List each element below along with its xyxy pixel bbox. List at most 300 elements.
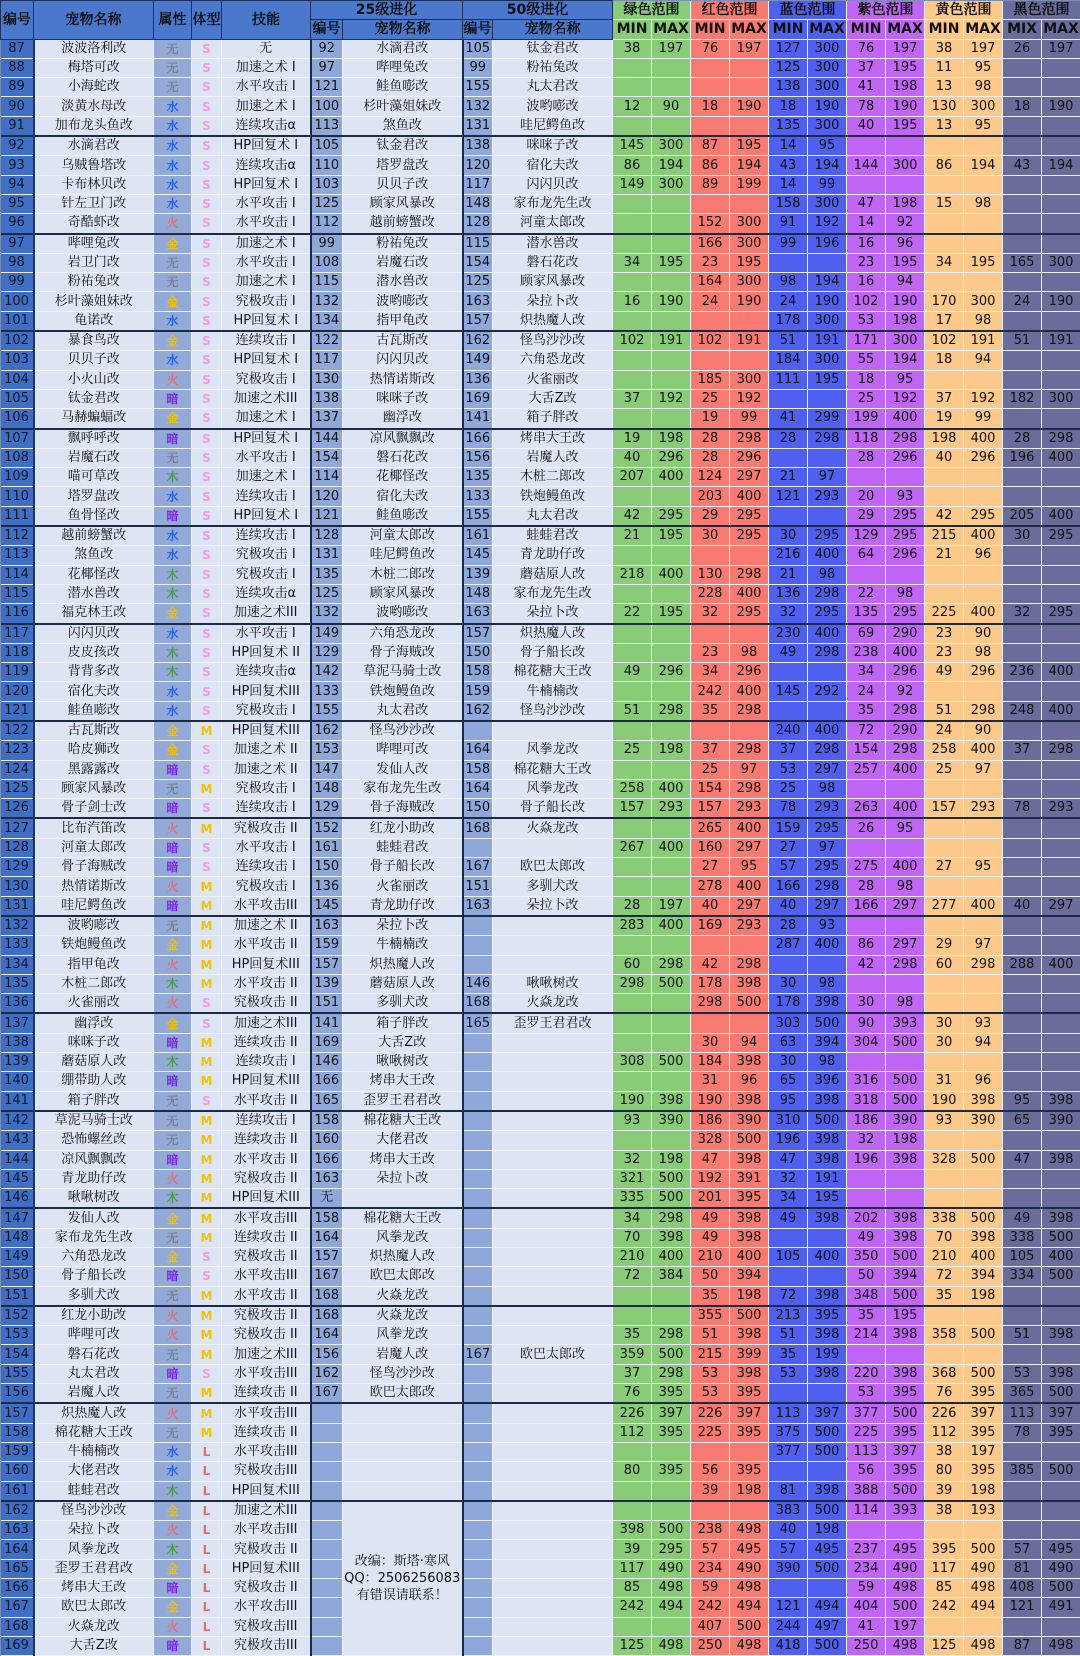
size-m-icon: M [192, 1228, 222, 1247]
pet-skill: 水平攻击 II [222, 936, 311, 955]
size-m-icon: M [192, 936, 222, 955]
black-max [1042, 760, 1080, 779]
evo50-name [493, 1267, 613, 1286]
purple-max [886, 779, 925, 798]
pet-id: 113 [1, 546, 34, 565]
evo50-name: 啾啾树改 [493, 974, 613, 993]
black-min [1003, 916, 1042, 936]
black-max: 300 [1042, 253, 1080, 272]
yellow-max: 99 [964, 409, 1003, 429]
evo50-name: 牛楠楠改 [493, 682, 613, 701]
black-max [1042, 1169, 1080, 1188]
evo25-name: 凉风飘飘改 [343, 429, 463, 449]
yellow-max: 400 [964, 896, 1003, 916]
pet-skill: HP回复术 I [222, 311, 311, 331]
yellow-min: 198 [925, 429, 964, 449]
table-row [1, 604, 1080, 624]
yellow-max: 97 [964, 936, 1003, 955]
black-max: 194 [1042, 156, 1080, 175]
size-s-icon: S [192, 1364, 222, 1383]
pet-skill: 加速之术 I [222, 58, 311, 77]
purple-max: 393 [886, 1501, 925, 1521]
black-min: 40 [1003, 896, 1042, 916]
pet-skill: 水平攻击III [222, 896, 311, 916]
purple-min: 377 [847, 1403, 886, 1423]
green-max: 298 [652, 701, 691, 721]
purple-min: 59 [847, 1579, 886, 1598]
black-max [1042, 273, 1080, 292]
pet-skill: 加速之术III [222, 1501, 311, 1521]
black-max: 400 [1042, 506, 1080, 526]
red-max: 500 [730, 1306, 769, 1326]
table-row [1, 58, 1080, 77]
black-max [1042, 370, 1080, 389]
yellow-min: 358 [925, 1326, 964, 1345]
black-max: 500 [1042, 1228, 1080, 1247]
size-s-icon: S [192, 760, 222, 779]
table-row [1, 156, 1080, 175]
pet-name: 棉花糖大王改 [34, 1423, 154, 1442]
evo50-id [463, 1131, 493, 1150]
red-min: 201 [691, 1189, 730, 1209]
wood-attribute-icon: 木 [154, 1540, 192, 1559]
evo50-id: 146 [463, 974, 493, 993]
pet-skill: 加速之术 II [222, 741, 311, 760]
yellow-max: 500 [964, 1364, 1003, 1383]
yellow-max: 390 [964, 1111, 1003, 1131]
green-max [652, 1013, 691, 1033]
evo50-id [463, 1364, 493, 1383]
size-m-icon: M [192, 1286, 222, 1306]
pet-skill: 加速之术III [222, 604, 311, 624]
pet-name: 鲑鱼嘭改 [34, 701, 154, 721]
table-row [1, 351, 1080, 370]
evo25-id: 160 [311, 1131, 343, 1150]
evo25-id: 157 [311, 955, 343, 974]
fire-attribute-icon: 火 [154, 1169, 192, 1188]
evo25-name: 鲑鱼嘭改 [343, 506, 463, 526]
red-min: 47 [691, 1150, 730, 1169]
red-max: 494 [730, 1598, 769, 1617]
black-max [1042, 1442, 1080, 1461]
size-m-icon: M [192, 779, 222, 798]
evo25-name: 塔罗盘改 [343, 156, 463, 175]
green-max [652, 370, 691, 389]
blue-max: 292 [808, 682, 847, 701]
pet-id: 105 [1, 389, 34, 408]
size-l-icon: L [192, 1521, 222, 1540]
credit-author: 改编：斯塔·寒风 [343, 1553, 462, 1570]
black-min: 65 [1003, 1111, 1042, 1131]
size-m-icon: M [192, 974, 222, 993]
green-min [613, 858, 652, 877]
evo50-name [493, 1364, 613, 1383]
yellow-min [925, 273, 964, 292]
pet-id: 134 [1, 955, 34, 974]
yellow-max: 394 [964, 1267, 1003, 1286]
red-max: 490 [730, 1559, 769, 1578]
evo25-id: 167 [311, 1384, 343, 1404]
evo25-id [311, 1579, 343, 1598]
water-attribute-icon: 水 [154, 526, 192, 546]
red-max: 296 [730, 448, 769, 467]
evo50-name [493, 1189, 613, 1209]
evo50-name: 怪鸟沙沙改 [493, 701, 613, 721]
blue-min: 34 [769, 1189, 808, 1209]
yellow-max: 197 [964, 1442, 1003, 1461]
pet-id: 110 [1, 487, 34, 506]
black-min: 182 [1003, 389, 1042, 408]
table-row [1, 1501, 1080, 1521]
evo25-id: 158 [311, 1208, 343, 1228]
pet-name: 绷带助人改 [34, 1072, 154, 1091]
blue-min: 32 [769, 604, 808, 624]
none-attribute-icon: 无 [154, 448, 192, 467]
purple-min: 196 [847, 1150, 886, 1169]
evo50-id [463, 1091, 493, 1111]
evo50-id: 164 [463, 779, 493, 798]
evo50-id: 148 [463, 584, 493, 603]
evo25-id: 100 [311, 97, 343, 116]
size-l-icon: L [192, 1501, 222, 1521]
green-max [652, 1481, 691, 1501]
blue-max: 95 [808, 136, 847, 156]
blue-min [769, 253, 808, 272]
evo50-name: 青龙助仔改 [493, 546, 613, 565]
blue-max: 397 [808, 1403, 847, 1423]
green-min: 117 [613, 1559, 652, 1578]
black-max: 400 [1042, 955, 1080, 974]
blue-max: 298 [808, 584, 847, 603]
yellow-max [964, 1345, 1003, 1364]
evo50-name: 六角恐龙改 [493, 351, 613, 370]
green-min: 283 [613, 916, 652, 936]
purple-max: 300 [886, 331, 925, 351]
evo25-id: 112 [311, 214, 343, 234]
yellow-min: 72 [925, 1267, 964, 1286]
purple-min: 55 [847, 351, 886, 370]
black-max: 293 [1042, 799, 1080, 819]
red-min [691, 194, 730, 213]
evo50-id [463, 1501, 493, 1521]
black-min: 121 [1003, 1598, 1042, 1617]
table-row [1, 701, 1080, 721]
pet-id: 157 [1, 1403, 34, 1423]
black-min: 26 [1003, 39, 1042, 58]
green-min [613, 877, 652, 896]
yellow-max: 398 [964, 1228, 1003, 1247]
evo25-id: 145 [311, 896, 343, 916]
size-s-icon: S [192, 409, 222, 429]
evo25-name: 炽热魔人改 [343, 1248, 463, 1267]
pet-skill: 水平攻击 I [222, 253, 311, 272]
red-min [691, 1013, 730, 1033]
green-min: 86 [613, 156, 652, 175]
size-s-icon: S [192, 468, 222, 487]
blue-max: 295 [808, 526, 847, 546]
yellow-min: 190 [925, 1091, 964, 1111]
size-l-icon: L [192, 1636, 222, 1655]
evo25-id: 121 [311, 506, 343, 526]
pet-id: 149 [1, 1248, 34, 1267]
black-max [1042, 1521, 1080, 1540]
size-m-icon: M [192, 1169, 222, 1188]
evo25-id: 141 [311, 1013, 343, 1033]
red-max: 94 [730, 1033, 769, 1052]
black-max [1042, 1481, 1080, 1501]
water-attribute-icon: 水 [154, 311, 192, 331]
blue-min: 136 [769, 584, 808, 603]
black-max [1042, 1189, 1080, 1209]
pet-skill: 加速之术 I [222, 273, 311, 292]
pet-name: 福克林王改 [34, 604, 154, 624]
size-m-icon: M [192, 1053, 222, 1072]
green-max: 90 [652, 97, 691, 116]
evo50-id [463, 1559, 493, 1578]
green-max: 296 [652, 663, 691, 682]
red-max: 96 [730, 1072, 769, 1091]
green-max [652, 1286, 691, 1306]
evo25-name: 蘑菇原人改 [343, 974, 463, 993]
evo25-id: 144 [311, 429, 343, 449]
red-max [730, 116, 769, 136]
red-min [691, 351, 730, 370]
pet-skill: 究极攻击 II [222, 1169, 311, 1188]
table-row [1, 487, 1080, 506]
green-min: 85 [613, 1579, 652, 1598]
green-min [613, 1442, 652, 1461]
size-s-icon: S [192, 701, 222, 721]
red-max: 398 [730, 1326, 769, 1345]
table-row [1, 1559, 1080, 1578]
table-row [1, 234, 1080, 254]
pet-skill: 水平攻击 II [222, 1091, 311, 1111]
yellow-max: 500 [964, 1540, 1003, 1559]
black-min [1003, 116, 1042, 136]
evo50-name [493, 1306, 613, 1326]
evo50-id: 157 [463, 624, 493, 644]
pet-name: 古瓦斯改 [34, 721, 154, 741]
evo25-id: 135 [311, 565, 343, 584]
black-max [1042, 194, 1080, 213]
blue-max: 500 [808, 1013, 847, 1033]
purple-max: 390 [886, 1111, 925, 1131]
purple-max: 394 [886, 1267, 925, 1286]
blue-max: 300 [808, 194, 847, 213]
yellow-max [964, 838, 1003, 857]
evo50-name: 木桩二郎改 [493, 468, 613, 487]
red-max: 296 [730, 663, 769, 682]
pet-id: 161 [1, 1481, 34, 1501]
black-min [1003, 546, 1042, 565]
green-min: 38 [613, 39, 652, 58]
green-min: 80 [613, 1462, 652, 1481]
red-min: 49 [691, 1228, 730, 1247]
evo25-name: 家布龙先生改 [343, 779, 463, 798]
purple-max: 398 [886, 1364, 925, 1383]
purple-max: 195 [886, 1306, 925, 1326]
yellow-max: 400 [964, 429, 1003, 449]
red-max: 395 [730, 1189, 769, 1209]
red-max: 198 [730, 1286, 769, 1306]
pet-skill: 水平攻击 I [222, 838, 311, 857]
purple-min [847, 1053, 886, 1072]
yellow-min [925, 994, 964, 1014]
table-row [1, 1423, 1080, 1442]
purple-min: 28 [847, 877, 886, 896]
pet-id: 140 [1, 1072, 34, 1091]
none-attribute-icon: 无 [154, 779, 192, 798]
evo25-name: 木桩二郎改 [343, 565, 463, 584]
pet-id: 130 [1, 877, 34, 896]
evo50-name: 闪闪贝改 [493, 175, 613, 194]
evo50-id: 132 [463, 97, 493, 116]
green-min: 321 [613, 1169, 652, 1188]
table-row [1, 779, 1080, 798]
evo25-name: 歪罗王君君改 [343, 1091, 463, 1111]
water-attribute-icon: 水 [154, 156, 192, 175]
table-row [1, 78, 1080, 97]
evo50-id [463, 1306, 493, 1326]
purple-min: 49 [847, 1228, 886, 1247]
purple-max: 296 [886, 448, 925, 467]
evo50-name [493, 1091, 613, 1111]
evo25-id: 134 [311, 311, 343, 331]
yellow-max [964, 916, 1003, 936]
evo50-id: 163 [463, 896, 493, 916]
pet-id: 114 [1, 565, 34, 584]
red-min: 160 [691, 838, 730, 857]
purple-max: 195 [886, 58, 925, 77]
green-max [652, 682, 691, 701]
pet-id: 93 [1, 156, 34, 175]
evo25-name: 牛楠楠改 [343, 936, 463, 955]
black-max [1042, 584, 1080, 603]
pet-skill: 连续攻击α [222, 156, 311, 175]
yellow-min [925, 1617, 964, 1636]
pet-skill: HP回复术III [222, 721, 311, 741]
green-max [652, 624, 691, 644]
table-row [1, 97, 1080, 116]
red-min: 152 [691, 214, 730, 234]
table-row [1, 546, 1080, 565]
red-max [730, 351, 769, 370]
purple-min: 129 [847, 526, 886, 546]
yellow-min: 210 [925, 1248, 964, 1267]
green-max [652, 234, 691, 254]
yellow-min: 35 [925, 1286, 964, 1306]
blue-min: 121 [769, 487, 808, 506]
pet-skill: 究极攻击 I [222, 370, 311, 389]
green-min: 298 [613, 974, 652, 993]
black-min: 51 [1003, 331, 1042, 351]
red-max: 300 [730, 214, 769, 234]
none-attribute-icon: 无 [154, 1286, 192, 1306]
yellow-max [964, 565, 1003, 584]
red-min [691, 1442, 730, 1461]
table-row [1, 175, 1080, 194]
green-max: 400 [652, 779, 691, 798]
yellow-min: 13 [925, 116, 964, 136]
blue-min: 166 [769, 877, 808, 896]
table-row [1, 39, 1080, 58]
green-max: 198 [652, 741, 691, 760]
blue-min: 310 [769, 1111, 808, 1131]
purple-max: 400 [886, 643, 925, 662]
evo50-name: 粉祐兔改 [493, 58, 613, 77]
header-red-min: MIN [691, 20, 730, 39]
blue-max: 297 [808, 760, 847, 779]
red-max: 198 [730, 1481, 769, 1501]
red-max: 298 [730, 565, 769, 584]
black-min: 57 [1003, 1540, 1042, 1559]
evo50-name [493, 1169, 613, 1188]
purple-min: 304 [847, 1033, 886, 1052]
green-min: 125 [613, 1636, 652, 1655]
red-min: 28 [691, 429, 730, 449]
black-min: 248 [1003, 701, 1042, 721]
red-max: 400 [730, 877, 769, 896]
evo25-name [343, 1462, 463, 1481]
black-min [1003, 1169, 1042, 1188]
none-attribute-icon: 无 [154, 39, 192, 58]
red-min: 25 [691, 389, 730, 408]
black-max [1042, 409, 1080, 429]
size-m-icon: M [192, 1423, 222, 1442]
black-max [1042, 58, 1080, 77]
header-evo25-name: 宠物名称 [343, 20, 463, 39]
yellow-min: 15 [925, 194, 964, 213]
dark-attribute-icon: 暗 [154, 429, 192, 449]
black-max [1042, 546, 1080, 565]
green-max [652, 584, 691, 603]
purple-min: 234 [847, 1559, 886, 1578]
black-max [1042, 1345, 1080, 1364]
pet-id: 109 [1, 468, 34, 487]
size-m-icon: M [192, 896, 222, 916]
pet-name: 黑露露改 [34, 760, 154, 779]
evo25-name: 杉叶藻姐妹改 [343, 97, 463, 116]
blue-max: 295 [808, 858, 847, 877]
header-red-max: MAX [730, 20, 769, 39]
header-blue-max: MAX [808, 20, 847, 39]
size-m-icon: M [192, 1033, 222, 1052]
red-min: 30 [691, 526, 730, 546]
evo25-id: 147 [311, 760, 343, 779]
pet-skill: HP回复术III [222, 1559, 311, 1578]
pet-skill: 究极攻击 II [222, 1306, 311, 1326]
yellow-min [925, 214, 964, 234]
red-max: 391 [730, 1169, 769, 1188]
pet-id: 112 [1, 526, 34, 546]
evo25-id: 97 [311, 58, 343, 77]
pet-skill: 加速之术III [222, 1013, 311, 1033]
evo25-id: 149 [311, 624, 343, 644]
table-row [1, 955, 1080, 974]
green-min [613, 116, 652, 136]
blue-max: 500 [808, 1423, 847, 1442]
yellow-min: 215 [925, 526, 964, 546]
blue-max: 98 [808, 1053, 847, 1072]
table-row [1, 1248, 1080, 1267]
blue-min: 21 [769, 565, 808, 584]
black-min [1003, 1442, 1042, 1461]
purple-min: 186 [847, 1111, 886, 1131]
pet-name: 炽热魔人改 [34, 1403, 154, 1423]
black-max: 398 [1042, 1326, 1080, 1345]
yellow-min: 226 [925, 1403, 964, 1423]
purple-max [886, 1169, 925, 1188]
